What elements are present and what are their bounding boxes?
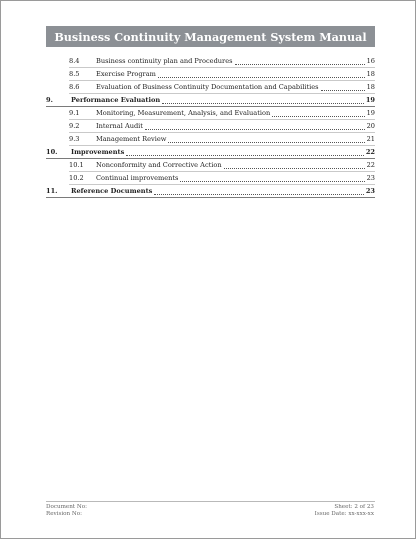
toc-entry-number: 10.1 xyxy=(69,161,84,169)
toc-entry-number: 10.2 xyxy=(69,174,84,182)
toc-entry-rule xyxy=(69,132,375,133)
footer-left xyxy=(46,504,87,518)
sheet-number: Sheet: 2 of 23 xyxy=(334,504,374,510)
toc-entry-page: 18 xyxy=(366,70,375,78)
toc-entry-rule xyxy=(46,197,375,198)
toc-dot-leader xyxy=(168,142,365,143)
toc-entry-number: 9.2 xyxy=(69,122,80,130)
toc-entry-rule xyxy=(69,184,375,185)
toc-entry-title: Evaluation of Business Continuity Documentation and Capabilities xyxy=(96,83,319,91)
toc-entry[interactable] xyxy=(69,173,375,184)
footer-divider xyxy=(46,501,375,502)
toc-dot-leader xyxy=(158,77,365,78)
toc-entry[interactable] xyxy=(69,69,375,80)
toc-entry[interactable] xyxy=(46,95,375,106)
toc-entry-page: 19 xyxy=(365,96,375,104)
toc-entry-title: Monitoring, Measurement, Analysis, and Evaluation xyxy=(96,109,271,117)
toc-entry-number: 9.1 xyxy=(69,109,80,117)
toc-entry[interactable] xyxy=(69,56,375,67)
toc-entry-page: 23 xyxy=(366,174,375,182)
toc-entry-page: 21 xyxy=(366,135,375,143)
toc-dot-leader xyxy=(145,129,365,130)
toc-entry-title: Reference Documents xyxy=(71,187,153,195)
toc-entry-title: Nonconformity and Corrective Action xyxy=(96,161,222,169)
toc-entry-title: Improvements xyxy=(71,148,125,156)
toc-dot-leader xyxy=(321,90,365,91)
toc-entry-title: Exercise Program xyxy=(96,70,156,78)
toc-entry[interactable] xyxy=(69,134,375,145)
toc-dot-leader xyxy=(154,194,364,195)
toc-entry[interactable] xyxy=(46,147,375,158)
toc-entry[interactable] xyxy=(69,82,375,93)
toc-entry-page: 22 xyxy=(365,148,375,156)
toc-entry-title: Internal Audit xyxy=(96,122,143,130)
issue-date: Issue Date: xx-xxx-xx xyxy=(314,511,374,517)
toc-entry-page: 20 xyxy=(366,122,375,130)
document-number-label: Document No: xyxy=(46,504,87,510)
toc-entry-rule xyxy=(69,80,375,81)
toc-entry[interactable] xyxy=(69,108,375,119)
toc-dot-leader xyxy=(272,116,365,117)
toc-entry-title: Continual improvements xyxy=(96,174,179,182)
toc-entry-page: 23 xyxy=(365,187,375,195)
toc-entry-number: 9. xyxy=(46,96,53,104)
toc-entry[interactable] xyxy=(69,160,375,171)
toc-entry-number: 10. xyxy=(46,148,58,156)
toc-entry-number: 9.3 xyxy=(69,135,80,143)
toc-dot-leader xyxy=(162,103,364,104)
toc-entry[interactable] xyxy=(46,186,375,197)
toc-entry-rule xyxy=(69,67,375,68)
toc-dot-leader xyxy=(224,168,365,169)
footer-right xyxy=(315,504,374,518)
toc-entry-number: 8.6 xyxy=(69,83,80,91)
manual-title-banner: Business Continuity Management System Manual xyxy=(46,26,375,47)
toc-entry-rule xyxy=(69,119,375,120)
toc-entry-page: 19 xyxy=(366,109,375,117)
toc-entry-rule xyxy=(46,106,375,107)
toc-entry-rule xyxy=(69,171,375,172)
toc-entry-number: 8.5 xyxy=(69,70,80,78)
revision-number-label: Revision No: xyxy=(46,511,83,517)
toc-entry-page: 22 xyxy=(366,161,375,169)
toc-dot-leader xyxy=(126,155,364,156)
toc-entry-title: Management Review xyxy=(96,135,167,143)
toc-entry-title: Business continuity plan and Procedures xyxy=(96,57,233,65)
toc-entry[interactable] xyxy=(69,121,375,132)
toc-entry-rule xyxy=(69,93,375,94)
toc-entry-rule xyxy=(46,158,375,159)
toc-dot-leader xyxy=(235,64,365,65)
toc-entry-title: Performance Evaluation xyxy=(71,96,161,104)
toc-entry-page: 18 xyxy=(366,83,375,91)
toc-entry-page: 16 xyxy=(366,57,375,65)
toc-entry-rule xyxy=(69,145,375,146)
toc-entry-number: 11. xyxy=(46,187,58,195)
toc-dot-leader xyxy=(180,181,365,182)
toc-entry-number: 8.4 xyxy=(69,57,80,65)
